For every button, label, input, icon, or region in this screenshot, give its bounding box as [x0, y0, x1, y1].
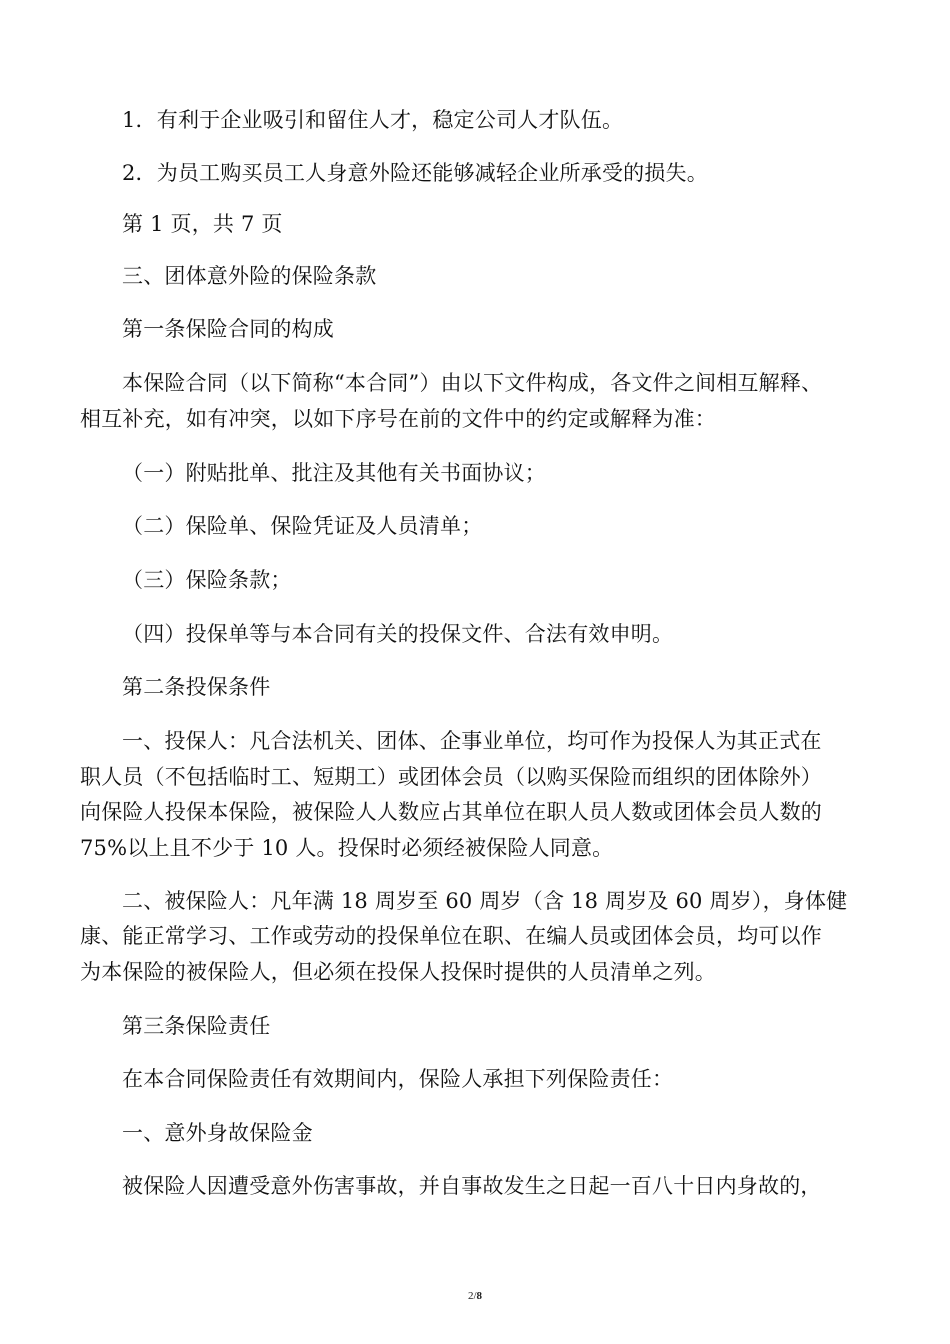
paragraph-line: 二、被保险人：凡年满 18 周岁至 60 周岁（含 18 周岁及 60 周岁），身体健: [122, 889, 848, 913]
paragraph-line: 相互补充，如有冲突，以如下序号在前的文件中的约定或解释为准：: [80, 407, 716, 431]
section-heading: 三、团体意外险的保险条款: [122, 264, 377, 288]
paragraph-line: 向保险人投保本保险，被保险人人数应占其单位在职人员人数或团体会员人数的: [80, 800, 822, 824]
paragraph-line: 在本合同保险责任有效期间内，保险人承担下列保险责任：: [122, 1067, 674, 1091]
paragraph-line: 被保险人因遭受意外伤害事故，并自事故发生之日起一百八十日内身故的，: [122, 1174, 822, 1198]
list-item: （四）投保单等与本合同有关的投保文件、合法有效申明。: [122, 622, 674, 646]
list-item: （一）附贴批单、批注及其他有关书面协议；: [122, 461, 546, 485]
article-heading: 第三条保险责任: [122, 1014, 271, 1038]
article-heading: 第二条投保条件: [122, 675, 271, 699]
paragraph-line: 一、投保人：凡合法机关、团体、企事业单位，均可作为投保人为其正式在: [122, 729, 822, 753]
page-note: 第 1 页，共 7 页: [122, 212, 283, 236]
paragraph-line: 1．有利于企业吸引和留住人才，稳定公司人才队伍。: [122, 108, 624, 132]
paragraph-line: 本保险合同（以下简称“本合同”）由以下文件构成，各文件之间相互解释、: [122, 371, 823, 395]
section-heading: 一、意外身故保险金: [122, 1121, 313, 1145]
paragraph-line: 75%以上且不少于 10 人。投保时必须经被保险人同意。: [80, 836, 614, 860]
list-item: （二）保险单、保险凭证及人员清单；: [122, 514, 483, 538]
page-separator: /: [473, 1290, 477, 1302]
list-item: （三）保险条款；: [122, 568, 292, 592]
paragraph-line: 2．为员工购买员工人身意外险还能够减轻企业所承受的损失。: [122, 161, 708, 185]
paragraph-line: 职人员（不包括临时工、短期工）或团体会员（以购买保险而组织的团体除外）: [80, 765, 822, 789]
paragraph-line: 康、能正常学习、工作或劳动的投保单位在职、在编人员或团体会员，均可以作: [80, 924, 822, 948]
paragraph-line: 为本保险的被保险人，但必须在投保人投保时提供的人员清单之列。: [80, 960, 716, 984]
page-number-footer: [0, 1290, 950, 1302]
current-page-number: 2: [467, 1290, 474, 1302]
article-heading: 第一条保险合同的构成: [122, 317, 334, 341]
total-page-count: 8: [476, 1290, 483, 1302]
